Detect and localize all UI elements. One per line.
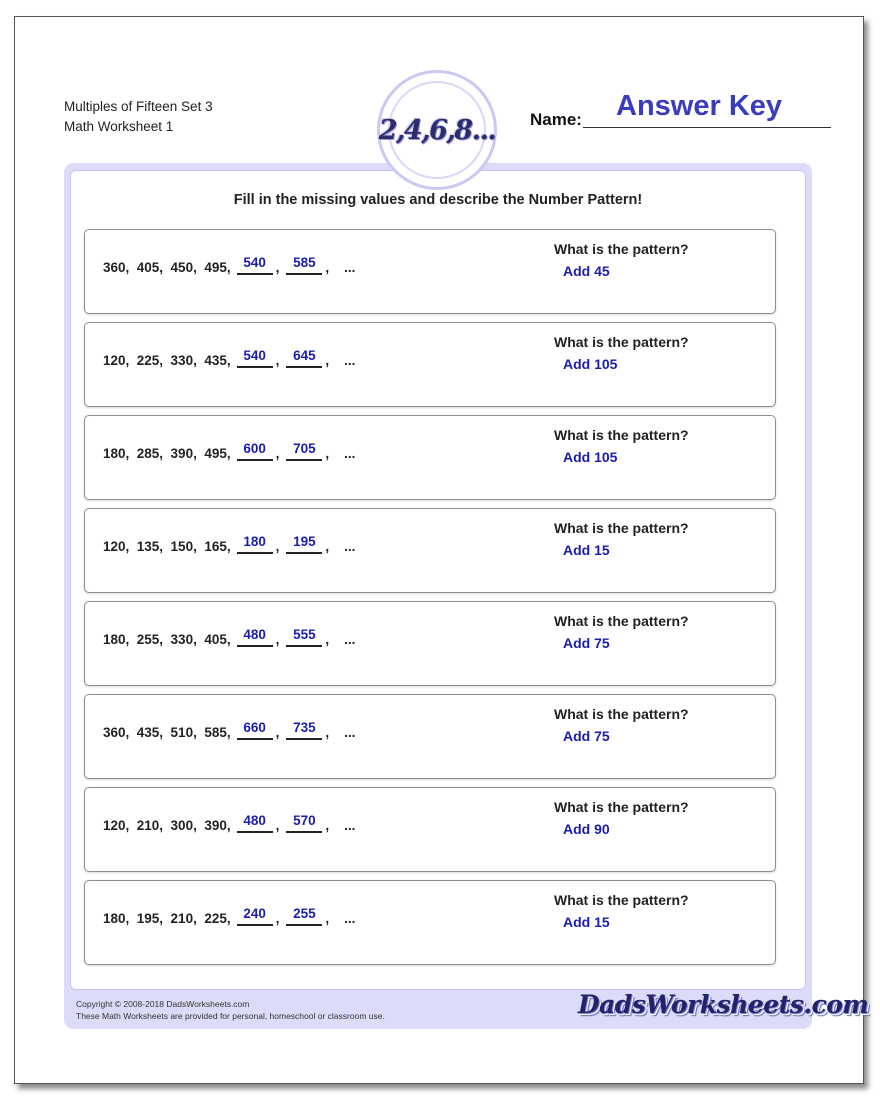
problem-card [84,322,776,407]
pattern-question: What is the pattern? [554,892,689,908]
number-sequence [103,535,355,554]
ellipsis: ... [344,911,356,926]
comma: , [325,446,330,461]
comma: , [275,446,280,461]
number-sequence [103,442,355,461]
ellipsis: ... [344,725,356,740]
footer-copyright [76,998,385,1022]
comma: , [275,632,280,647]
missing-value-2[interactable]: 735 [286,721,322,740]
pattern-answer[interactable]: Add 90 [563,821,610,837]
problem-card [84,229,776,314]
given-values: 180, 285, 390, 495, [103,446,231,461]
pattern-answer[interactable]: Add 105 [563,356,618,372]
pattern-answer[interactable]: Add 15 [563,542,610,558]
given-values: 120, 135, 150, 165, [103,539,231,554]
comma: , [275,725,280,740]
ellipsis: ... [344,353,356,368]
missing-value-1[interactable]: 480 [237,814,273,833]
missing-value-2[interactable]: 555 [286,628,322,647]
missing-value-2[interactable]: 705 [286,442,322,461]
brand-logo[interactable]: DadsWorksheets.com [578,990,869,1019]
number-sequence [103,721,355,740]
missing-value-1[interactable]: 240 [237,907,273,926]
missing-value-2[interactable]: 585 [286,256,322,275]
pattern-answer[interactable]: Add 75 [563,635,610,651]
number-sequence [103,628,355,647]
comma: , [325,911,330,926]
given-values: 360, 435, 510, 585, [103,725,231,740]
worksheet-title [64,97,213,137]
pattern-question: What is the pattern? [554,613,689,629]
pattern-answer[interactable]: Add 15 [563,914,610,930]
pattern-question: What is the pattern? [554,520,689,536]
title-line-2: Math Worksheet 1 [64,119,174,134]
ellipsis: ... [344,260,356,275]
missing-value-2[interactable]: 255 [286,907,322,926]
given-values: 180, 195, 210, 225, [103,911,231,926]
given-values: 120, 210, 300, 390, [103,818,231,833]
pattern-question: What is the pattern? [554,427,689,443]
missing-value-2[interactable]: 195 [286,535,322,554]
copyright-text: Copyright © 2008-2018 DadsWorksheets.com [76,999,250,1009]
logo-badge-inner [378,81,496,179]
missing-value-1[interactable]: 600 [237,442,273,461]
number-sequence [103,814,355,833]
comma: , [325,818,330,833]
comma: , [275,353,280,368]
logo-badge [377,70,497,190]
comma: , [325,539,330,554]
title-line-1: Multiples of Fifteen Set 3 [64,99,213,114]
pattern-question: What is the pattern? [554,799,689,815]
ellipsis: ... [344,632,356,647]
problem-card [84,694,776,779]
comma: , [325,353,330,368]
missing-value-1[interactable]: 660 [237,721,273,740]
name-label: Name: [530,110,582,129]
given-values: 120, 225, 330, 435, [103,353,231,368]
comma: , [275,260,280,275]
ellipsis: ... [344,446,356,461]
problem-card [84,880,776,965]
problem-card [84,601,776,686]
missing-value-2[interactable]: 570 [286,814,322,833]
missing-value-1[interactable]: 540 [237,349,273,368]
pattern-answer[interactable]: Add 45 [563,263,610,279]
given-values: 360, 405, 450, 495, [103,260,231,275]
usage-notice: These Math Worksheets are provided for personal, homeschool or classroom use. [76,1011,385,1021]
comma: , [325,725,330,740]
missing-value-1[interactable]: 540 [237,256,273,275]
pattern-question: What is the pattern? [554,241,689,257]
ellipsis: ... [344,539,356,554]
instructions: Fill in the missing values and describe the Number Pattern! [233,192,643,208]
comma: , [325,260,330,275]
pattern-answer[interactable]: Add 105 [563,449,618,465]
pattern-question: What is the pattern? [554,334,689,350]
logo-text: 2,4,6,8... [378,114,496,146]
missing-value-1[interactable]: 480 [237,628,273,647]
answer-key-label: Answer Key [616,90,783,122]
pattern-answer[interactable]: Add 75 [563,728,610,744]
problem-card [84,508,776,593]
number-sequence [103,256,355,275]
comma: , [325,632,330,647]
ellipsis: ... [344,818,356,833]
comma: , [275,539,280,554]
problem-card [84,787,776,872]
comma: , [275,911,280,926]
pattern-question: What is the pattern? [554,706,689,722]
problem-card [84,415,776,500]
number-sequence [103,349,355,368]
missing-value-1[interactable]: 180 [237,535,273,554]
comma: , [275,818,280,833]
number-sequence [103,907,355,926]
name-line [583,127,831,128]
given-values: 180, 255, 330, 405, [103,632,231,647]
missing-value-2[interactable]: 645 [286,349,322,368]
